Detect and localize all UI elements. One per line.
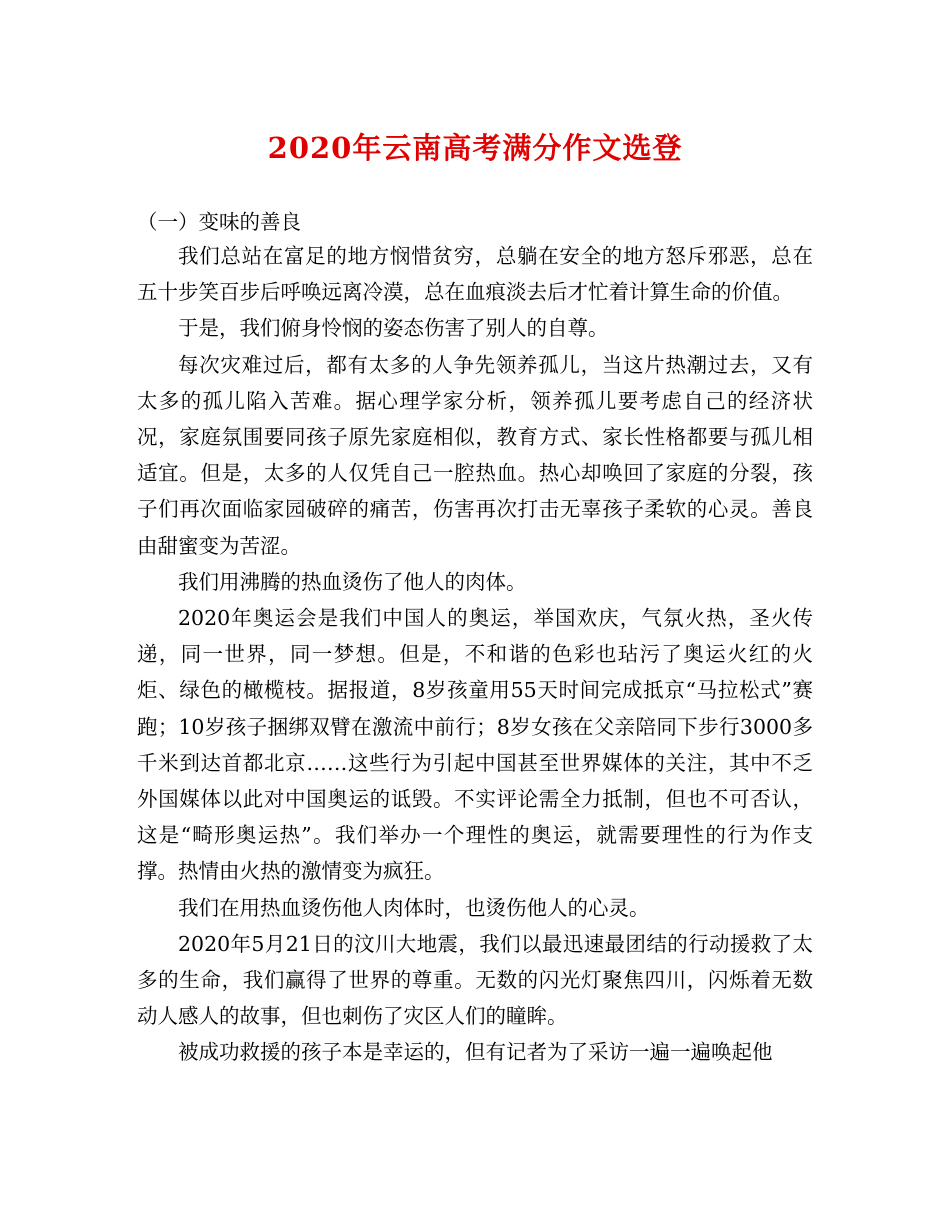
paragraph: 我们用沸腾的热血烫伤了他人的肉体。 bbox=[178, 569, 527, 594]
paragraph: 我们总站在富足的地方悯惜贫穷，总躺在安全的地方怒斥邪恶，总在五十步笑百步后呼唤远离冷漠，总在血痕淡去后才忙着计算生命的价值。 bbox=[137, 244, 813, 305]
essay-body bbox=[137, 238, 813, 1071]
paragraph: 2020年5月21日的汶川大地震，我们以最迅速最团结的行动援救了太多的生命，我们赢得了世界的尊重。无数的闪光灯聚焦四川，闪烁着无数动人感人的故事，但也刺伤了灾区人们的瞳眸。 bbox=[137, 931, 813, 1029]
paragraph: 于是，我们俯身怜悯的姿态伤害了别人的自尊。 bbox=[178, 316, 609, 341]
paragraph: 我们在用热血烫伤他人肉体时，也烫伤他人的心灵。 bbox=[178, 895, 650, 920]
paragraph: 每次灾难过后，都有太多的人争先领养孤儿，当这片热潮过去，又有太多的孤儿陷入苦难。据心理学家分析，领养孤儿要考虑自己的经济状况，家庭氛围要同孩子原先家庭相似，教育方式、家长性格都要与孤儿相适宜。但是，太多的人仅凭自己一腔热血。热心却唤回了家庭的分裂，孩子们再次面临家园破碎的痛苦，伤害再次打击无辜孩子柔软的心灵。善良由甜蜜变为苦涩。 bbox=[137, 352, 813, 558]
paragraph: 2020年奥运会是我们中国人的奥运，举国欢庆，气氛火热，圣火传递，同一世界，同一梦想。但是，不和谐的色彩也玷污了奥运火红的火炬、绿色的橄榄枝。据报道，8岁孩童用55天时间完成抵京“马拉松式”赛跑；10岁孩子捆绑双臂在激流中前行；8岁女孩在父亲陪同下步行3000多千米到达首都北京……这些行为引起中国甚至世界媒体的关注，其中不乏外国媒体以此对中国奥运的诋毁。不实评论需全力抵制，但也不可否认，这是“畸形奥运热”。我们举办一个理性的奥运，就需要理性的行为作支撑。热情由火热的激情变为疯狂。 bbox=[137, 606, 813, 884]
page-title: 2020年云南高考满分作文选登 bbox=[267, 131, 683, 165]
section-heading: （一）变味的善良 bbox=[137, 210, 301, 234]
paragraph: 被成功救援的孩子本是幸运的，但有记者为了采访一遍一遍唤起他 bbox=[178, 1040, 773, 1065]
